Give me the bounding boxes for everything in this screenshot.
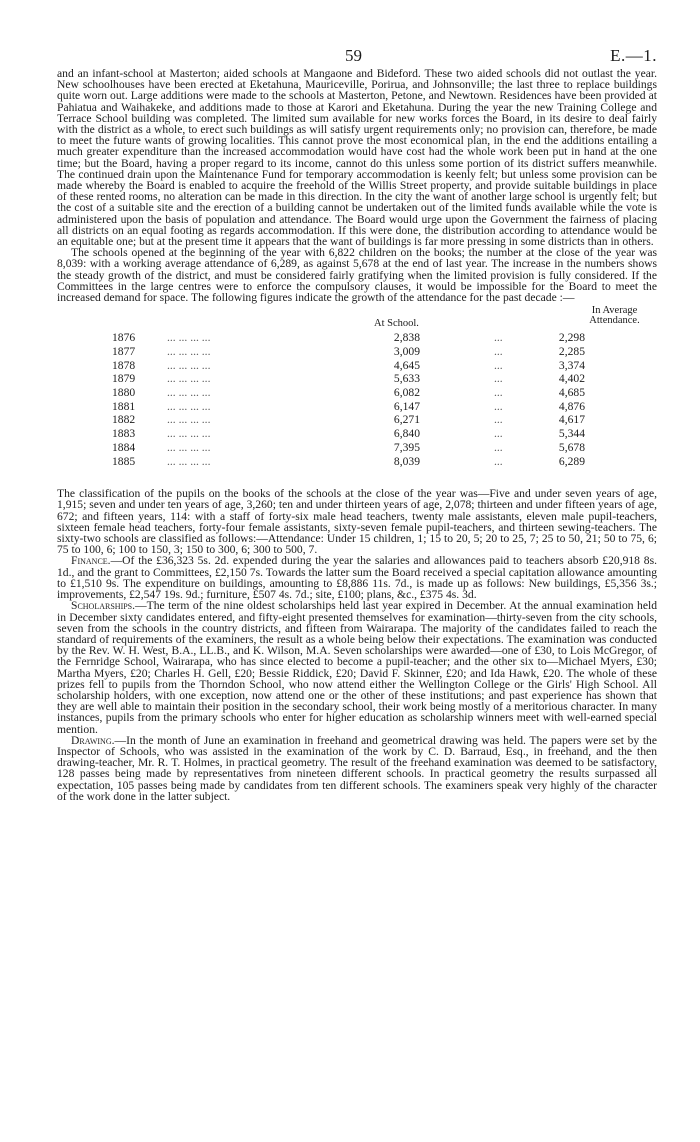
column-header-at-school: At School. bbox=[374, 318, 419, 330]
table-row bbox=[57, 331, 657, 344]
table-leader-dots: ... ... ... ... bbox=[167, 358, 211, 372]
attendance-table bbox=[57, 306, 657, 486]
table-leader-dots: ... bbox=[494, 427, 503, 441]
table-at-school-cell: 8,039 bbox=[393, 454, 420, 468]
table-row bbox=[57, 359, 657, 372]
table-leader-dots: ... bbox=[494, 454, 503, 468]
table-at-school-cell: 3,009 bbox=[393, 344, 420, 358]
table-average-cell: 5,344 bbox=[558, 427, 585, 441]
table-average-cell: 4,617 bbox=[558, 413, 585, 427]
table-leader-dots: ... bbox=[494, 440, 503, 454]
paragraph-buildings: and an infant-school at Masterton; aided schools at Mangaone and Bideford. These two aided schools did not outlast the year. New schoolhouses have been erected at Eketahuna, Mauriceville, Porirua, and Johnsonville; the last three to replace buildings quite worn out. Large additions were made to the schools at Masterton, Petone, and Newtown. Residences have been provided at Pahiatua and Waihakeke, and additions made to those at Karori and Eketahuna. During the year the new Training College and Terrace School building was completed. The limited sum available for new works forces the Board, in its desire to deal fairly with the district as a whole, to erect such buildings as will satisfy urgent requirements only; no provision can, therefore, be made to meet the future wants of growing localities. This cannot prove the most economical plan, in the end the additions entailing a much greater expenditure than the increased accommodation would have cost had the whole work been put in hand at the one time; but the Board, having a proper regard to its income, cannot do this unless some portion of its district suffers meanwhile. The continued drain upon the Maintenance Fund for temporary accommodation is keenly felt; but unless some provision can be made whereby the Board is enabled to acquire the freehold of the Willis Street property, and provide suitable buildings in place of these rented rooms, no alteration can be made in this direction. In the city the want of another large school is urgently felt; but the cost of a suitable site and the erection of a building cannot be undertaken out of the limited funds available while the vote is administered upon the basis of population and attendance. The Board would urge upon the Government the fairness of placing all districts on an equal footing as regards accommodation. If this were done, the distribution according to attendance would be an equitable one; but at the present time it appears that the want of buildings is far more pressing in some districts than in others. bbox=[57, 67, 657, 249]
table-leader-dots: ... bbox=[494, 372, 503, 386]
table-average-cell: 2,298 bbox=[558, 331, 585, 345]
table-year-cell: 1879 bbox=[112, 372, 136, 386]
table-row bbox=[57, 413, 657, 426]
finance-text: —Of the £36,323 5s. 2d. expended during the year the salaries and allowances paid to teachers absorb £20,918 8s. 1d., and the grant to Committees, £2,150 7s. Towards the latter sum the Board received a special capitation allowance amounting to £1,510 9s. The expenditure on buildings, amounting to £8,886 11s. 7d., is made up as follows: New buildings, £5,356 3s.; improvements, £2,547 19s. 9d.; furniture, £507 4s. 7d.; site, £100; plans, &c., £375 4s. 3d. bbox=[57, 554, 657, 602]
table-at-school-cell: 6,147 bbox=[393, 399, 420, 413]
table-leader-dots: ... bbox=[494, 358, 503, 372]
table-row bbox=[57, 400, 657, 413]
table-average-cell: 4,876 bbox=[558, 399, 585, 413]
paragraph-finance bbox=[57, 555, 657, 600]
table-leader-dots: ... ... ... ... bbox=[167, 454, 211, 468]
table-row bbox=[57, 372, 657, 385]
table-leader-dots: ... ... ... ... bbox=[167, 372, 211, 386]
table-leader-dots: ... ... ... ... bbox=[167, 331, 211, 345]
table-at-school-cell: 4,645 bbox=[393, 358, 420, 372]
table-average-cell: 3,374 bbox=[558, 358, 585, 372]
table-leader-dots: ... ... ... ... bbox=[167, 386, 211, 400]
table-row bbox=[57, 386, 657, 399]
paragraph-attendance: The schools opened at the beginning of the year with 6,822 children on the books; the number at the close of the year was 8,039: with a working average attendance of 6,289, as against 5,678 at the end of last year. The increase in the numbers shows the steady growth of the district, and must be considered fairly gratifying when the limited provision is fully considered. If the Committees in the large centres were to enforce the compulsory clauses, it would be impossible for the Board to meet the increased demand for space. The following figures indicate the growth of the attendance for the past decade :— bbox=[57, 246, 657, 305]
drawing-text: —In the month of June an examination in freehand and geometrical drawing was held. The papers were set by the Inspector of Schools, who was assisted in the examination of the work by C. D. Barraud, Esq., in freehand, and the then drawing-teacher, Mr. R. T. Holmes, in practical geometry. The result of the freehand examination was deemed to be satisfactory, 128 passes being made by representatives from nineteen different schools. In practical geometry the results surpassed all expectation, 105 passes being made by candidates from ten different schools. The examiners speak very highly of the character of the work done in the latter subject. bbox=[57, 733, 657, 803]
table-leader-dots: ... ... ... ... bbox=[167, 440, 211, 454]
table-year-cell: 1882 bbox=[112, 413, 136, 427]
table-average-cell: 4,685 bbox=[558, 386, 585, 400]
paragraph-classification: The classification of the pupils on the books of the schools at the close of the year was—Five and under seven years of age, 1,915; seven and under ten years of age, 3,260; ten and under thirteen years of age, 2,078; thirteen and under fifteen years of age, 672; and fifteen years, 114: with a staff of forty-six male head teachers, twenty male assistants, eleven male pupil-teachers, sixteen female head teachers, forty-four female assistants, sixty-seven female pupil-teachers, and thirteen sewing-teachers. The sixty-two schools are classified as follows:—Attendance: Under 15 children, 1; 15 to 20, 5; 20 to 25, 7; 25 to 50, 21; 50 to 75, 6; 75 to 100, 6; 100 to 150, 3; 150 to 300, 6; 300 to 500, 7. bbox=[57, 487, 657, 557]
table-average-cell: 5,678 bbox=[558, 440, 585, 454]
table-at-school-cell: 6,840 bbox=[393, 427, 420, 441]
table-leader-dots: ... bbox=[494, 331, 503, 345]
table-row bbox=[57, 441, 657, 454]
table-average-cell: 2,285 bbox=[558, 344, 585, 358]
table-year-cell: 1877 bbox=[112, 344, 136, 358]
table-average-cell: 4,402 bbox=[558, 372, 585, 386]
page-header bbox=[57, 46, 657, 68]
table-year-cell: 1880 bbox=[112, 386, 136, 400]
document-reference: E.—1. bbox=[610, 46, 657, 65]
drawing-heading: Drawing. bbox=[71, 733, 115, 747]
table-at-school-cell: 5,633 bbox=[393, 372, 420, 386]
document-page bbox=[57, 46, 657, 802]
table-leader-dots: ... ... ... ... bbox=[167, 344, 211, 358]
table-leader-dots: ... bbox=[494, 413, 503, 427]
table-row bbox=[57, 345, 657, 358]
table-average-cell: 6,289 bbox=[558, 454, 585, 468]
table-leader-dots: ... ... ... ... bbox=[167, 427, 211, 441]
table-leader-dots: ... bbox=[494, 344, 503, 358]
table-year-cell: 1884 bbox=[112, 440, 136, 454]
table-row bbox=[57, 455, 657, 468]
paragraph-scholarships bbox=[57, 600, 657, 734]
column-header-average-attendance: In Average Attendance. bbox=[589, 305, 640, 327]
paragraph-drawing bbox=[57, 735, 657, 802]
table-at-school-cell: 6,082 bbox=[393, 386, 420, 400]
table-at-school-cell: 2,838 bbox=[393, 331, 420, 345]
table-year-cell: 1883 bbox=[112, 427, 136, 441]
table-year-cell: 1876 bbox=[112, 331, 136, 345]
scholarships-heading: Scholarships. bbox=[71, 599, 136, 613]
table-leader-dots: ... bbox=[494, 386, 503, 400]
table-at-school-cell: 7,395 bbox=[393, 440, 420, 454]
table-year-cell: 1885 bbox=[112, 454, 136, 468]
table-year-cell: 1878 bbox=[112, 358, 136, 372]
scholarships-text: —The term of the nine oldest scholarships held last year expired in December. At the annual examination held in December sixty candidates entered, and fifty-eight presented themselves for examination—thirty-seven from the city schools, seven from the schools in the country districts, and fifteen from Wairarapa. The majority of the candidates failed to reach the standard of requirements of the examiners, the result as a whole being below their expectations. The examination was conducted by the Rev. W. H. West, B.A., LL.B., and K. Wilson, M.A. Seven scholarships were awarded—one of £30, to Lois McGregor, of the Fernridge School, Wairarapa, who has since elected to become a pupil-teacher; and the other six to—Michael Myers, £30; Martha Myers, £20; Charles H. Gell, £20; Bessie Riddick, £20; David F. Skinner, £20; and Ida Hawk, £20. The whole of these prizes fell to pupils from the Thorndon School, who now attend either the Wellington College or the Girls' High School. All scholarship holders, with one exception, now attend one or the other of these institutions; and past experience has shown that they are well able to maintain their position in the secondary school, their work being mostly of a meritorious character. In many instances, pupils from the primary schools who enter for higher education as scholarship winners meet with well-earned special mention. bbox=[57, 599, 657, 736]
page-number: 59 bbox=[345, 46, 362, 65]
table-row bbox=[57, 427, 657, 440]
finance-heading: Finance. bbox=[71, 554, 111, 568]
table-year-cell: 1881 bbox=[112, 399, 136, 413]
table-leader-dots: ... ... ... ... bbox=[167, 399, 211, 413]
table-at-school-cell: 6,271 bbox=[393, 413, 420, 427]
table-leader-dots: ... bbox=[494, 399, 503, 413]
table-leader-dots: ... ... ... ... bbox=[167, 413, 211, 427]
